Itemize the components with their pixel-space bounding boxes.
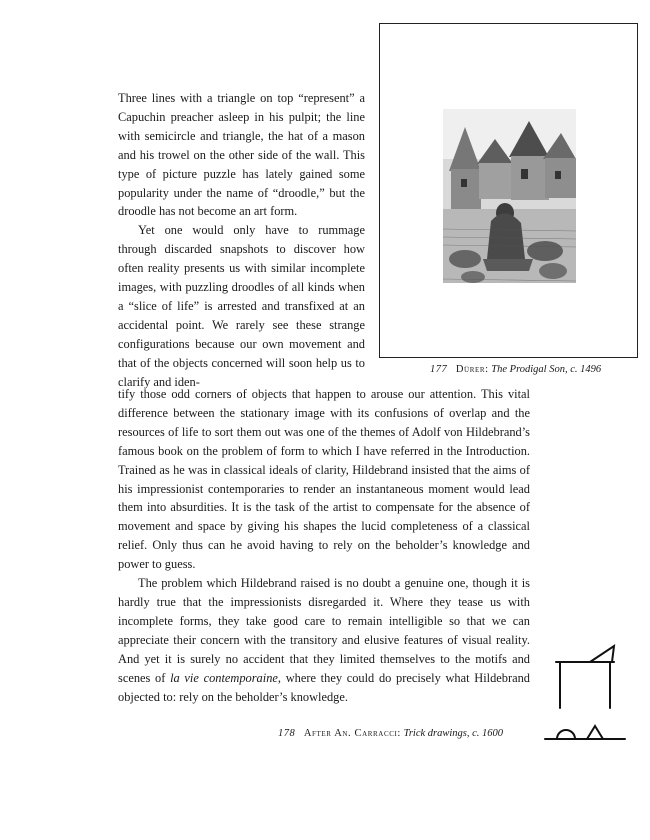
paragraph-impressionists-after: , where they could do precisely what Hildebrand objected to: rely on the beholder’s knowledge. (118, 670, 531, 704)
caption-178-number: 178 (278, 728, 296, 739)
caption-178-title: Trick drawings, c. 1600 (403, 728, 504, 739)
paragraph-impressionists-before: The problem which Hildebrand raised is no doubt a genuine one, though it is hardly true that the impressionists disregarded it. Where they tease us with incomplete forms, they take good care to remain intelligible so that we can appreciate their concern with the transitory and elusive features of visual reality. And yet it is surely no accident that they limited themselves to the motifs and scenes of (118, 576, 530, 685)
caption-177-number: 177 (430, 364, 448, 375)
caption-178-artist: After An. Carracci: (303, 728, 401, 739)
body-text-bottom (118, 385, 530, 706)
paragraph-impressionists (118, 574, 530, 706)
caption-177-title: The Prodigal Son, c. 1496 (491, 364, 602, 375)
paragraph-impressionists-italic: la vie contemporaine (170, 670, 278, 685)
caption-figure-177 (430, 364, 601, 375)
paragraph-droodle: Three lines with a triangle on top “represent” a Capuchin preacher asleep in his pulpit; the line with semicircle and triangle, the hat of a mason and his trowel on the other side of the wall. This type of picture puzzle has lately gained some popularity under the name of “droodle,” but the droodle has not become an art form. (118, 91, 365, 219)
figure-177-frame (379, 23, 638, 358)
paragraph-hildebrand: tify those odd corners of objects that happen to arouse our attention. This vital difference between the stationary image with its confusions of overlap and the resources of life to sort them out was one of the themes of Adolf von Hildebrand’s famous book on the problem of form to which I have referred in the Introduction. Trained as he was in classical ideals of clarity, Hildebrand insisted that the aims of his impressionist contemporaries to render an instantaneous moment would lead them into absurdities. It is the task of the artist to compensate for the absence of movement and space by giving his shapes the lucid completeness of a classical relief. Only thus can he avoid having to rely on the beholder’s knowledge and power to guess. (118, 387, 530, 572)
prodigal-son-engraving (443, 109, 576, 283)
droodle-mason-drawing (543, 720, 627, 742)
caption-figure-178 (278, 728, 503, 739)
droodle-preacher-drawing (550, 640, 620, 710)
caption-177-artist: Dürer: (455, 364, 489, 375)
paragraph-snapshots: Yet one would only have to rummage through discarded snapshots to discover how often reality presents us with similar incomplete images, with puzzling droodles of all kinds when a “slice of life” is arrested and transfixed at an accidental point. We rarely see these strange configurations because our own movement and that of the objects concerned will soon help us to clarify and iden- (118, 223, 365, 389)
